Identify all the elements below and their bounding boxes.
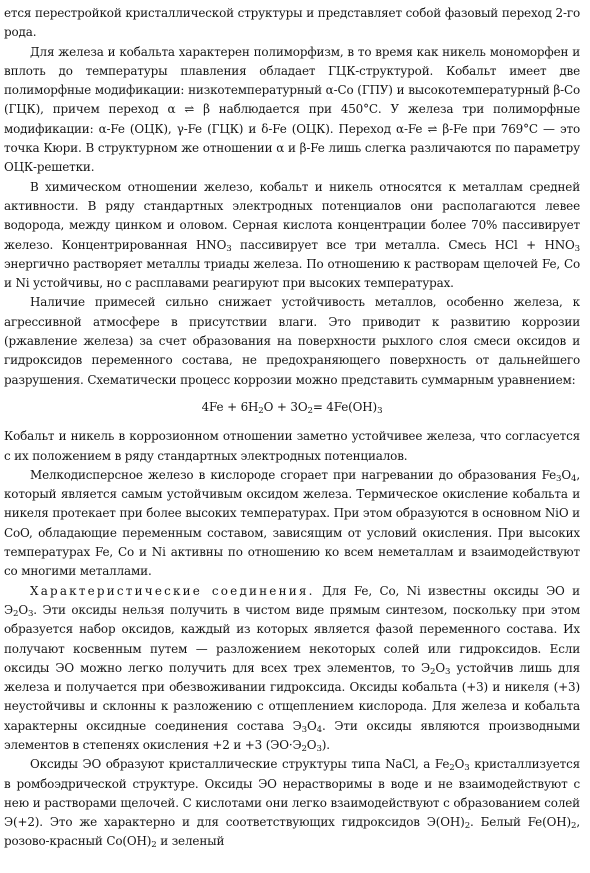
paragraph-characteristic-compounds: Характеристические соединения. Для Fe, Co, Ni известны оксиды ЭО и $Э_2O_3$. Эти оксиды нельзя получить в чистом виде прямым синтезом, поскольку при этом образуется набор оксидов, каждый из которых является фазой переменного состава. Их получают косвенным путем — разложением некоторых солей или гидроксидов. Если оксиды ЭО можно легко получить для всех трех элементов, то $Э_2O_3$ устойчив лишь для железа и получается при обезвоживании гидроксида. Оксиды кобальта (+3) и никеля (+3) неустойчивы и склонны к разложению с отщеплением кислорода. Для железа и кобальта характерны оксидные соединения состава $Э_3O_4$. Эти оксиды являются производными элементов в степенях окисления +2 и +3 $(ЭО\cdot Э_2O_3)$. [4,583,580,755]
paragraph-oxidation: Мелкодисперсное железо в кислороде сгорает при нагревании до образования $Fe_3O_4$, который является самым устойчивым оксидом железа. Термическое окисление кобальта и никеля протекает при более высоких температурах. При этом образуются в основном NiO и CoO, обладающие переменным составом, зависящим от условий окисления. При высоких температурах Fe, Co и Ni активны по отношению ко всем неметаллам и взаимодействуют со многими металлами. [4,467,580,579]
paragraph-oxide-structures: Оксиды ЭО образуют кристаллические структуры типа NaCl, а $Fe_2O_3$ кристаллизуется в ромбоэдрической структуре. Оксиды ЭО нерастворимы в воде и не взаимодействуют с нею и растворами щелочей. С кислотами они легко взаимодействуют с образованием солей Э(+2). Это же характерно и для соответствующих гидроксидов $Э(OH)_2$. Белый $Fe(OH)_2$, розово-красный $Co(OH)_2$ и зеленый [4,757,580,851]
paragraph-continuation: ется перестройкой кристаллической структуры и представляет собой фазовый переход 2-го рода. [4,6,580,40]
paragraph-corrosion-resistance: Кобальт и никель в коррозионном отношении заметно устойчивее железа, что согласуется с их положением в ряду стандартных электродных потенциалов. [4,429,580,463]
paragraph-polymorphism: Для железа и кобальта характерен полиморфизм, в то время как никель мономорфен и вплоть до температуры плавления обладает ГЦК-структурой. Кобальт имеет две полиморфные модификации: низкотемпературный α-Co (ГПУ) и высокотемпературный β-Co (ГЦК), причем переход α ⇌ β наблюдается при 450°С. У железа три полиморфные модификации: α-Fe (ОЦК), γ-Fe (ГЦК) и δ-Fe (ОЦК). Переход α-Fe ⇌ β-Fe при 769°С — это точка Кюри. В структурном же отношении α и β-Fe лишь слегка различаются по параметру ОЦК-решетки. [4,44,580,175]
paragraph-chemical-activity: В химическом отношении железо, кобальт и никель относятся к металлам средней активности. В ряду стандартных электродных потенциалов они располагаются левее водорода, между цинком и оловом. Серная кислота концентрации более 70% пассивирует железо. Концентрированная $HNO_3$ пассивирует все три металла. Смесь HCl + $HNO_3$ энергично растворяет металлы триады железа. По отношению к растворам щелочей Fe, Co и Ni устойчивы, но с расплавами реагируют при высоких температурах. [4,179,580,291]
section-heading: Характеристические соединения. [30,583,315,598]
paragraph-corrosion: Наличие примесей сильно снижает устойчивость металлов, особенно железа, к агрессивной атмосфере в присутствии влаги. Это приводит к развитию коррозии (ржавление железа) за счет образования на поверхности рыхлого слоя смеси оксидов и гидроксидов переменного состава, не предохраняющего поверхность от дальнейшего разрушения. Схематически процесс коррозии можно представить суммарным уравнением: [4,295,580,387]
corrosion-equation: $4Fe + 6H_2O + 3O_2= 4Fe(OH)_3$ [201,399,383,417]
